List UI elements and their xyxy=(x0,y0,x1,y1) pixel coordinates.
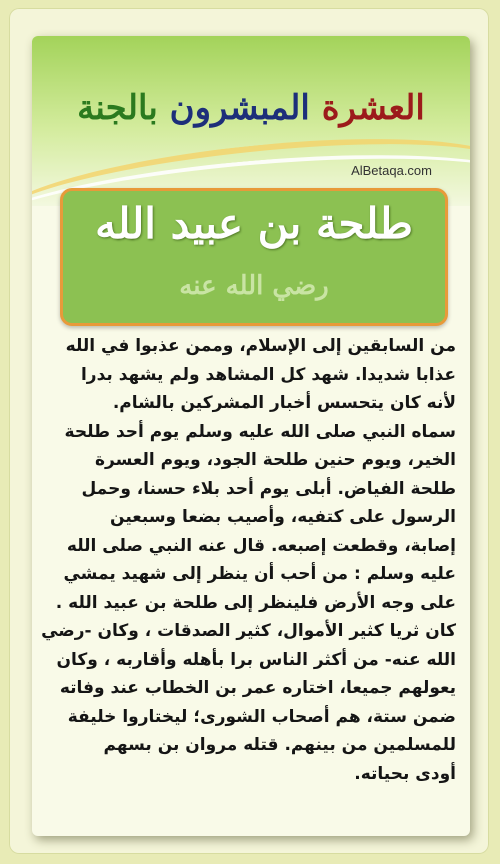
info-card xyxy=(32,36,470,836)
series-title xyxy=(32,88,470,128)
series-title-word: العشرة xyxy=(321,88,425,128)
companion-name: طلحة بن عبيد الله xyxy=(95,199,413,248)
text-line: طلحة الفياض. أبلى يوم أحد بلاء حسنا، وحمل xyxy=(81,478,456,499)
text-line: من السابقين إلى الإسلام، وممن عذبوا في الله xyxy=(65,336,456,356)
text-line: يعولهم جميعا، اختاره عمر بن الخطاب عند وفاته xyxy=(59,678,456,698)
text-line: الرسول على كتفيه، وأصيب بضعا وسبعين xyxy=(110,507,456,527)
text-line: كان ثريا كثير الأموال، كثير الصدقات ، وكان -رضي xyxy=(41,621,456,641)
text-line: عليه وسلم : من أحب أن ينظر إلى شهيد يمشي xyxy=(63,564,456,584)
honorific: رضي الله عنه xyxy=(179,271,329,301)
text-line: لأنه كان يتحسس أخبار المشركين بالشام. xyxy=(112,393,456,413)
text-line: للمسلمين من بينهم. قتله مروان بن بسهم xyxy=(103,735,456,755)
text-line: على وجه الأرض فلينظر إلى طلحة بن عبيد الله . xyxy=(55,592,456,613)
text-line: سماه النبي صلى الله عليه وسلم يوم أحد طلحة xyxy=(64,421,456,442)
series-title-word: المبشرون xyxy=(169,88,310,128)
biography-text xyxy=(41,332,456,788)
text-line: إصابة، وقطعت إصبعه. قال عنه النبي صلى الله xyxy=(66,535,456,556)
text-line: عذابا شديدا. شهد كل المشاهد ولم يشهد بدرا xyxy=(80,364,456,385)
name-banner xyxy=(60,188,448,326)
text-line: أودى بحياته. xyxy=(354,763,456,784)
series-title-word: بالجنة xyxy=(77,88,158,128)
site-watermark: AlBetaqa.com xyxy=(351,163,432,178)
text-line: ضمن ستة، هم أصحاب الشورى؛ ليختاروا خليفة xyxy=(67,706,456,727)
text-line: الله عنه- من أكثر الناس برا بأهله وأقاربه ، وكان xyxy=(56,649,456,670)
text-line: الخير، ويوم حنين طلحة الجود، ويوم العسرة xyxy=(94,450,456,470)
